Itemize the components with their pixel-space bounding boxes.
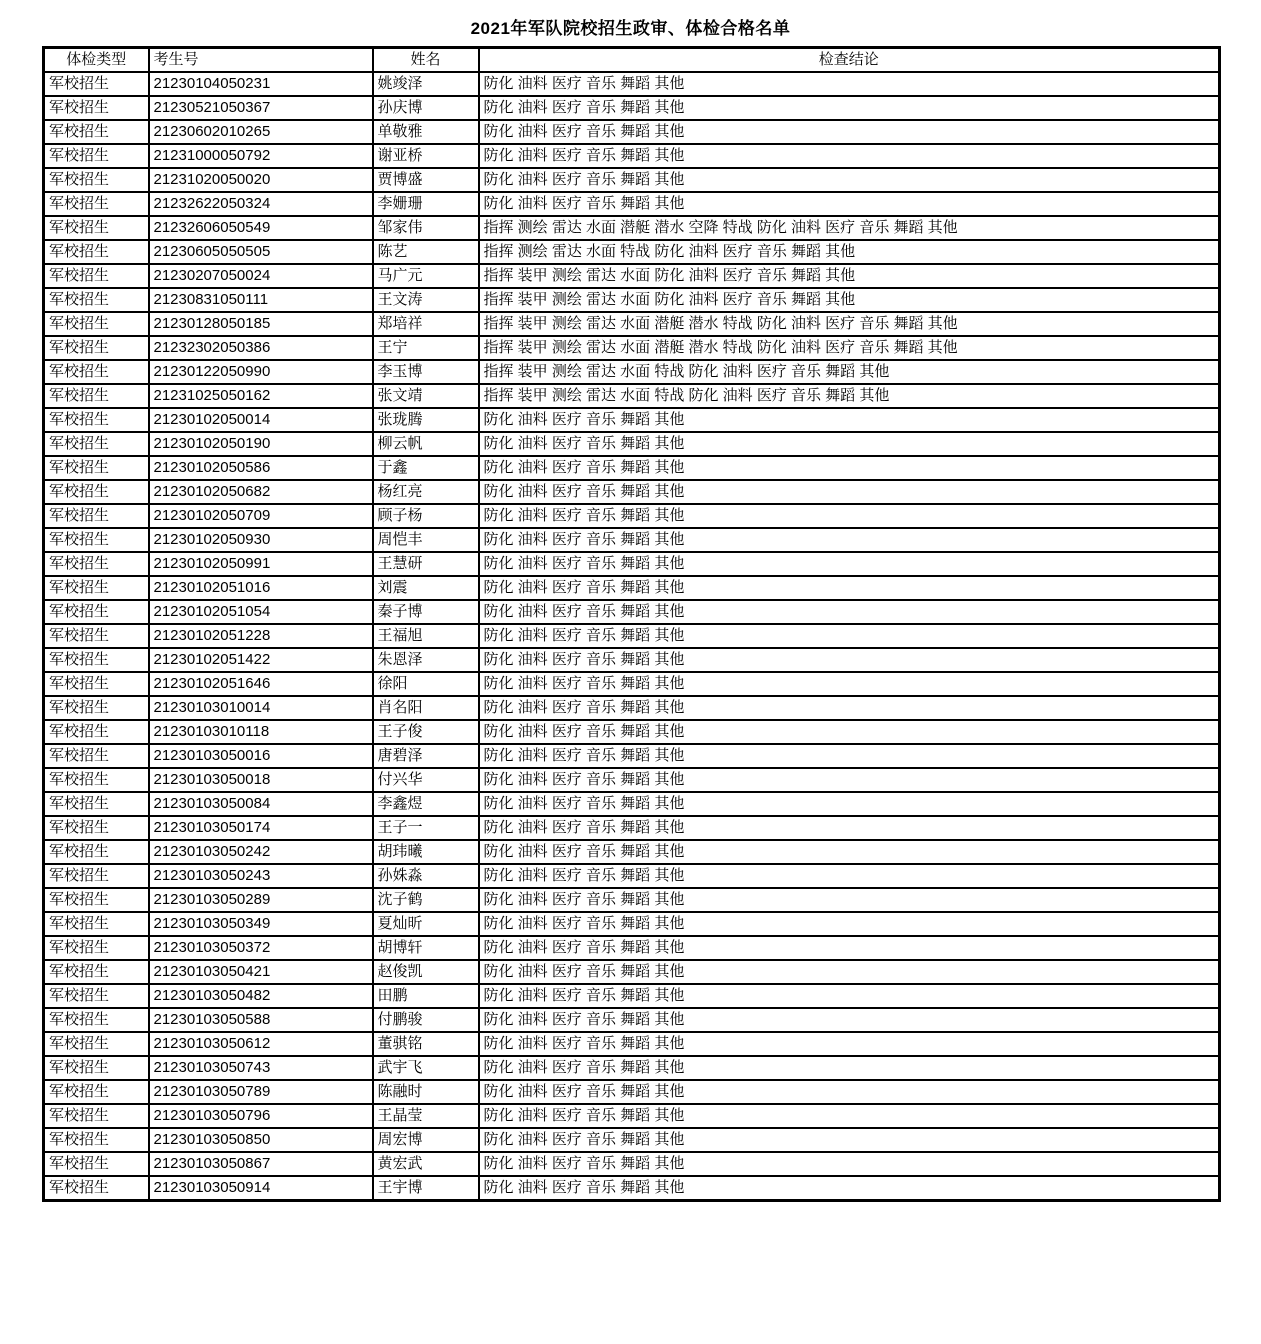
conclusion-cell: 防化 油料 医疗 音乐 舞蹈 其他: [479, 1032, 1220, 1056]
candidate-no-cell: 21230103050242: [149, 840, 373, 864]
exam-type-cell: 军校招生: [44, 432, 149, 456]
conclusion-cell: 防化 油料 医疗 音乐 舞蹈 其他: [479, 72, 1220, 96]
table-row: [44, 960, 1220, 984]
exam-type-cell: 军校招生: [44, 216, 149, 240]
name-cell: 胡博轩: [373, 936, 479, 960]
exam-type-cell: 军校招生: [44, 720, 149, 744]
table-row: [44, 1152, 1220, 1176]
name-cell: 董骐铭: [373, 1032, 479, 1056]
name-cell: 唐碧泽: [373, 744, 479, 768]
name-cell: 王宁: [373, 336, 479, 360]
exam-type-cell: 军校招生: [44, 864, 149, 888]
name-cell: 黄宏武: [373, 1152, 479, 1176]
candidate-no-cell: 21230103010014: [149, 696, 373, 720]
conclusion-cell: 防化 油料 医疗 音乐 舞蹈 其他: [479, 576, 1220, 600]
exam-type-cell: 军校招生: [44, 576, 149, 600]
name-cell: 李鑫煜: [373, 792, 479, 816]
col-header-candidate-no: 考生号: [149, 48, 373, 73]
candidate-no-cell: 21230102050190: [149, 432, 373, 456]
table-row: [44, 936, 1220, 960]
name-cell: 李姗珊: [373, 192, 479, 216]
exam-type-cell: 军校招生: [44, 984, 149, 1008]
table-row: [44, 840, 1220, 864]
conclusion-cell: 防化 油料 医疗 音乐 舞蹈 其他: [479, 1008, 1220, 1032]
name-cell: 于鑫: [373, 456, 479, 480]
conclusion-cell: 防化 油料 医疗 音乐 舞蹈 其他: [479, 1104, 1220, 1128]
conclusion-cell: 防化 油料 医疗 音乐 舞蹈 其他: [479, 1152, 1220, 1176]
table-row: [44, 768, 1220, 792]
exam-type-cell: 军校招生: [44, 696, 149, 720]
exam-type-cell: 军校招生: [44, 96, 149, 120]
exam-type-cell: 军校招生: [44, 360, 149, 384]
table-row: [44, 144, 1220, 168]
conclusion-cell: 指挥 装甲 测绘 雷达 水面 防化 油料 医疗 音乐 舞蹈 其他: [479, 264, 1220, 288]
exam-type-cell: 军校招生: [44, 768, 149, 792]
exam-type-cell: 军校招生: [44, 336, 149, 360]
table-row: [44, 432, 1220, 456]
exam-type-cell: 军校招生: [44, 528, 149, 552]
table-row: [44, 528, 1220, 552]
conclusion-cell: 防化 油料 医疗 音乐 舞蹈 其他: [479, 600, 1220, 624]
conclusion-cell: 指挥 装甲 测绘 雷达 水面 潜艇 潜水 特战 防化 油料 医疗 音乐 舞蹈 其他: [479, 312, 1220, 336]
conclusion-cell: 指挥 测绘 雷达 水面 特战 防化 油料 医疗 音乐 舞蹈 其他: [479, 240, 1220, 264]
name-cell: 邹家伟: [373, 216, 479, 240]
header-row: [44, 48, 1220, 73]
name-cell: 王子一: [373, 816, 479, 840]
exam-type-cell: 军校招生: [44, 840, 149, 864]
table-row: [44, 240, 1220, 264]
conclusion-cell: 防化 油料 医疗 音乐 舞蹈 其他: [479, 192, 1220, 216]
conclusion-cell: 防化 油料 医疗 音乐 舞蹈 其他: [479, 864, 1220, 888]
table-row: [44, 96, 1220, 120]
name-cell: 田鹏: [373, 984, 479, 1008]
candidate-no-cell: 21230103050482: [149, 984, 373, 1008]
name-cell: 孙庆博: [373, 96, 479, 120]
table-row: [44, 864, 1220, 888]
conclusion-cell: 防化 油料 医疗 音乐 舞蹈 其他: [479, 1056, 1220, 1080]
candidate-no-cell: 21230103050867: [149, 1152, 373, 1176]
exam-type-cell: 军校招生: [44, 168, 149, 192]
name-cell: 谢亚桥: [373, 144, 479, 168]
candidate-no-cell: 21230102050586: [149, 456, 373, 480]
conclusion-cell: 防化 油料 医疗 音乐 舞蹈 其他: [479, 672, 1220, 696]
candidate-no-cell: 21230104050231: [149, 72, 373, 96]
candidate-no-cell: 21230103050789: [149, 1080, 373, 1104]
table-row: [44, 456, 1220, 480]
table-row: [44, 984, 1220, 1008]
conclusion-cell: 防化 油料 医疗 音乐 舞蹈 其他: [479, 768, 1220, 792]
exam-type-cell: 军校招生: [44, 72, 149, 96]
exam-type-cell: 军校招生: [44, 1152, 149, 1176]
candidate-no-cell: 21230207050024: [149, 264, 373, 288]
name-cell: 沈子鹤: [373, 888, 479, 912]
conclusion-cell: 防化 油料 医疗 音乐 舞蹈 其他: [479, 432, 1220, 456]
conclusion-cell: 防化 油料 医疗 音乐 舞蹈 其他: [479, 936, 1220, 960]
table-row: [44, 600, 1220, 624]
conclusion-cell: 指挥 装甲 测绘 雷达 水面 潜艇 潜水 特战 防化 油料 医疗 音乐 舞蹈 其他: [479, 336, 1220, 360]
exam-type-cell: 军校招生: [44, 384, 149, 408]
name-cell: 孙姝淼: [373, 864, 479, 888]
exam-type-cell: 军校招生: [44, 1056, 149, 1080]
name-cell: 刘震: [373, 576, 479, 600]
table-row: [44, 168, 1220, 192]
name-cell: 顾子杨: [373, 504, 479, 528]
conclusion-cell: 防化 油料 医疗 音乐 舞蹈 其他: [479, 1080, 1220, 1104]
candidate-no-cell: 21230103050243: [149, 864, 373, 888]
table-row: [44, 1128, 1220, 1152]
table-row: [44, 480, 1220, 504]
name-cell: 张文靖: [373, 384, 479, 408]
exam-type-cell: 军校招生: [44, 456, 149, 480]
table-row: [44, 1056, 1220, 1080]
candidate-no-cell: 21231000050792: [149, 144, 373, 168]
candidate-no-cell: 21230103050421: [149, 960, 373, 984]
conclusion-cell: 防化 油料 医疗 音乐 舞蹈 其他: [479, 96, 1220, 120]
name-cell: 姚竣泽: [373, 72, 479, 96]
name-cell: 赵俊凯: [373, 960, 479, 984]
candidate-no-cell: 21230605050505: [149, 240, 373, 264]
table-row: [44, 720, 1220, 744]
table-row: [44, 672, 1220, 696]
candidate-no-cell: 21230103050914: [149, 1176, 373, 1201]
name-cell: 付兴华: [373, 768, 479, 792]
conclusion-cell: 防化 油料 医疗 音乐 舞蹈 其他: [479, 528, 1220, 552]
exam-type-cell: 军校招生: [44, 792, 149, 816]
table-row: [44, 624, 1220, 648]
exam-type-cell: 军校招生: [44, 144, 149, 168]
conclusion-cell: 防化 油料 医疗 音乐 舞蹈 其他: [479, 960, 1220, 984]
table-row: [44, 360, 1220, 384]
table-row: [44, 1176, 1220, 1201]
conclusion-cell: 指挥 装甲 测绘 雷达 水面 特战 防化 油料 医疗 音乐 舞蹈 其他: [479, 384, 1220, 408]
name-cell: 胡玮曦: [373, 840, 479, 864]
exam-type-cell: 军校招生: [44, 312, 149, 336]
table-row: [44, 792, 1220, 816]
exam-type-cell: 军校招生: [44, 1080, 149, 1104]
candidate-no-cell: 21230103050850: [149, 1128, 373, 1152]
table-row: [44, 552, 1220, 576]
conclusion-cell: 防化 油料 医疗 音乐 舞蹈 其他: [479, 648, 1220, 672]
candidate-no-cell: 21230103050016: [149, 744, 373, 768]
candidate-no-cell: 21230103050349: [149, 912, 373, 936]
exam-type-cell: 军校招生: [44, 192, 149, 216]
conclusion-cell: 指挥 装甲 测绘 雷达 水面 特战 防化 油料 医疗 音乐 舞蹈 其他: [479, 360, 1220, 384]
exam-type-cell: 军校招生: [44, 1008, 149, 1032]
table-row: [44, 1104, 1220, 1128]
candidate-no-cell: 21230103050796: [149, 1104, 373, 1128]
conclusion-cell: 防化 油料 医疗 音乐 舞蹈 其他: [479, 624, 1220, 648]
name-cell: 郑培祥: [373, 312, 479, 336]
candidate-no-cell: 21230103050372: [149, 936, 373, 960]
name-cell: 王子俊: [373, 720, 479, 744]
name-cell: 马广元: [373, 264, 479, 288]
col-header-conclusion: 检查结论: [479, 48, 1220, 73]
name-cell: 王晶莹: [373, 1104, 479, 1128]
name-cell: 王福旭: [373, 624, 479, 648]
document-title: 2021年军队院校招生政审、体检合格名单: [470, 19, 791, 38]
col-header-exam-type: 体检类型: [44, 48, 149, 73]
candidate-no-cell: 21231020050020: [149, 168, 373, 192]
conclusion-cell: 防化 油料 医疗 音乐 舞蹈 其他: [479, 792, 1220, 816]
conclusion-cell: 防化 油料 医疗 音乐 舞蹈 其他: [479, 888, 1220, 912]
name-cell: 张珑腾: [373, 408, 479, 432]
table-row: [44, 312, 1220, 336]
exam-type-cell: 军校招生: [44, 912, 149, 936]
candidate-no-cell: 21230102050709: [149, 504, 373, 528]
name-cell: 武宇飞: [373, 1056, 479, 1080]
candidate-no-cell: 21230102050991: [149, 552, 373, 576]
table-row: [44, 696, 1220, 720]
exam-type-cell: 军校招生: [44, 264, 149, 288]
exam-type-cell: 军校招生: [44, 648, 149, 672]
conclusion-cell: 防化 油料 医疗 音乐 舞蹈 其他: [479, 1176, 1220, 1201]
candidate-no-cell: 21230102051228: [149, 624, 373, 648]
table-row: [44, 504, 1220, 528]
exam-type-cell: 军校招生: [44, 624, 149, 648]
exam-type-cell: 军校招生: [44, 600, 149, 624]
exam-type-cell: 军校招生: [44, 888, 149, 912]
table-row: [44, 264, 1220, 288]
conclusion-cell: 防化 油料 医疗 音乐 舞蹈 其他: [479, 816, 1220, 840]
candidate-no-cell: 21230102051016: [149, 576, 373, 600]
exam-type-cell: 军校招生: [44, 240, 149, 264]
candidate-no-cell: 21230102050682: [149, 480, 373, 504]
candidate-no-cell: 21230103050018: [149, 768, 373, 792]
exam-type-cell: 军校招生: [44, 744, 149, 768]
conclusion-cell: 防化 油料 医疗 音乐 舞蹈 其他: [479, 408, 1220, 432]
table-row: [44, 744, 1220, 768]
name-cell: 肖名阳: [373, 696, 479, 720]
exam-type-cell: 军校招生: [44, 1128, 149, 1152]
conclusion-cell: 防化 油料 医疗 音乐 舞蹈 其他: [479, 840, 1220, 864]
candidate-no-cell: 21230102051422: [149, 648, 373, 672]
candidate-no-cell: 21230103050084: [149, 792, 373, 816]
name-cell: 秦子博: [373, 600, 479, 624]
name-cell: 夏灿昕: [373, 912, 479, 936]
name-cell: 王慧研: [373, 552, 479, 576]
name-cell: 柳云帆: [373, 432, 479, 456]
candidate-no-cell: 21230831050111: [149, 288, 373, 312]
name-cell: 周宏博: [373, 1128, 479, 1152]
candidate-no-cell: 21230102051646: [149, 672, 373, 696]
candidate-no-cell: 21230102050930: [149, 528, 373, 552]
table-row: [44, 192, 1220, 216]
conclusion-cell: 防化 油料 医疗 音乐 舞蹈 其他: [479, 696, 1220, 720]
exam-type-cell: 军校招生: [44, 816, 149, 840]
table-row: [44, 888, 1220, 912]
name-cell: 周恺丰: [373, 528, 479, 552]
conclusion-cell: 防化 油料 医疗 音乐 舞蹈 其他: [479, 120, 1220, 144]
candidate-no-cell: 21232622050324: [149, 192, 373, 216]
exam-type-cell: 军校招生: [44, 552, 149, 576]
exam-type-cell: 军校招生: [44, 1032, 149, 1056]
name-cell: 徐阳: [373, 672, 479, 696]
name-cell: 单敬雅: [373, 120, 479, 144]
table-row: [44, 576, 1220, 600]
table-row: [44, 1080, 1220, 1104]
name-cell: 陈融时: [373, 1080, 479, 1104]
name-cell: 朱恩泽: [373, 648, 479, 672]
conclusion-cell: 指挥 装甲 测绘 雷达 水面 防化 油料 医疗 音乐 舞蹈 其他: [479, 288, 1220, 312]
exam-type-cell: 军校招生: [44, 504, 149, 528]
table-row: [44, 216, 1220, 240]
name-cell: 贾博盛: [373, 168, 479, 192]
name-cell: 王文涛: [373, 288, 479, 312]
exam-type-cell: 军校招生: [44, 408, 149, 432]
exam-type-cell: 军校招生: [44, 960, 149, 984]
name-cell: 杨红亮: [373, 480, 479, 504]
conclusion-cell: 防化 油料 医疗 音乐 舞蹈 其他: [479, 744, 1220, 768]
name-cell: 陈艺: [373, 240, 479, 264]
table-body: [44, 72, 1220, 1201]
table-row: [44, 912, 1220, 936]
table-row: [44, 408, 1220, 432]
candidate-no-cell: 21230103050174: [149, 816, 373, 840]
name-cell: 李玉博: [373, 360, 479, 384]
candidate-no-cell: 21230122050990: [149, 360, 373, 384]
conclusion-cell: 防化 油料 医疗 音乐 舞蹈 其他: [479, 720, 1220, 744]
candidate-no-cell: 21230602010265: [149, 120, 373, 144]
exam-type-cell: 军校招生: [44, 936, 149, 960]
conclusion-cell: 防化 油料 医疗 音乐 舞蹈 其他: [479, 984, 1220, 1008]
candidate-no-cell: 21232302050386: [149, 336, 373, 360]
exam-type-cell: 军校招生: [44, 120, 149, 144]
conclusion-cell: 防化 油料 医疗 音乐 舞蹈 其他: [479, 504, 1220, 528]
conclusion-cell: 防化 油料 医疗 音乐 舞蹈 其他: [479, 480, 1220, 504]
conclusion-cell: 防化 油料 医疗 音乐 舞蹈 其他: [479, 1128, 1220, 1152]
conclusion-cell: 指挥 测绘 雷达 水面 潜艇 潜水 空降 特战 防化 油料 医疗 音乐 舞蹈 其他: [479, 216, 1220, 240]
exam-type-cell: 军校招生: [44, 480, 149, 504]
table-row: [44, 648, 1220, 672]
conclusion-cell: 防化 油料 医疗 音乐 舞蹈 其他: [479, 552, 1220, 576]
name-cell: 王宇博: [373, 1176, 479, 1201]
name-cell: 付鹏骏: [373, 1008, 479, 1032]
table-row: [44, 288, 1220, 312]
candidate-no-cell: 21230521050367: [149, 96, 373, 120]
exam-type-cell: 军校招生: [44, 1176, 149, 1201]
candidate-no-cell: 21230102050014: [149, 408, 373, 432]
roster-table: [42, 46, 1221, 1202]
conclusion-cell: 防化 油料 医疗 音乐 舞蹈 其他: [479, 168, 1220, 192]
table-row: [44, 1032, 1220, 1056]
candidate-no-cell: 21230103050289: [149, 888, 373, 912]
table-row: [44, 120, 1220, 144]
col-header-name: 姓名: [373, 48, 479, 73]
candidate-no-cell: 21230103050588: [149, 1008, 373, 1032]
exam-type-cell: 军校招生: [44, 1104, 149, 1128]
candidate-no-cell: 21230103050743: [149, 1056, 373, 1080]
candidate-no-cell: 21232606050549: [149, 216, 373, 240]
conclusion-cell: 防化 油料 医疗 音乐 舞蹈 其他: [479, 912, 1220, 936]
conclusion-cell: 防化 油料 医疗 音乐 舞蹈 其他: [479, 144, 1220, 168]
conclusion-cell: 防化 油料 医疗 音乐 舞蹈 其他: [479, 456, 1220, 480]
table-row: [44, 816, 1220, 840]
exam-type-cell: 军校招生: [44, 288, 149, 312]
table-row: [44, 72, 1220, 96]
table-row: [44, 1008, 1220, 1032]
table-row: [44, 384, 1220, 408]
table-row: [44, 336, 1220, 360]
candidate-no-cell: 21231025050162: [149, 384, 373, 408]
candidate-no-cell: 21230103050612: [149, 1032, 373, 1056]
candidate-no-cell: 21230102051054: [149, 600, 373, 624]
exam-type-cell: 军校招生: [44, 672, 149, 696]
candidate-no-cell: 21230103010118: [149, 720, 373, 744]
candidate-no-cell: 21230128050185: [149, 312, 373, 336]
